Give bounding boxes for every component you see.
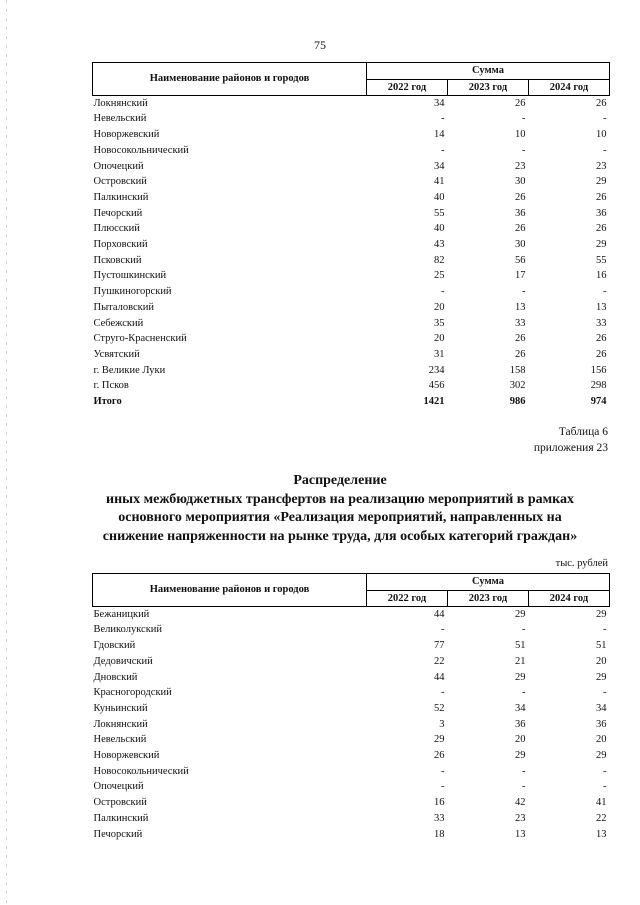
- district-name-cell: Новосокольнический: [93, 765, 189, 777]
- table-row: [93, 732, 610, 748]
- table-row: [93, 701, 610, 717]
- amount-cell: 55: [596, 254, 607, 266]
- district-name-cell: Дновский: [93, 671, 138, 683]
- amount-cell: 26: [515, 348, 526, 360]
- district-name-cell: Локнянский: [93, 718, 148, 730]
- table-row: [93, 638, 610, 654]
- amount-cell: 302: [509, 380, 526, 392]
- amount-cell: 20: [515, 734, 526, 746]
- header-year-2023: 2023 год: [448, 590, 529, 606]
- amount-cell: 33: [434, 812, 445, 824]
- amount-cell: 26: [515, 223, 526, 235]
- distribution-table-2: [92, 573, 610, 842]
- amount-cell: 16: [596, 270, 607, 282]
- district-name-cell: Великолукский: [93, 624, 163, 636]
- district-name-cell: Струго-Красненский: [93, 333, 187, 345]
- amount-cell: 41: [434, 176, 445, 188]
- amount-cell: -: [603, 286, 607, 298]
- amount-cell: -: [603, 113, 607, 125]
- table-row: [93, 378, 610, 394]
- table-row: [93, 622, 610, 638]
- amount-cell: 10: [596, 129, 607, 141]
- section-title: [60, 472, 620, 546]
- district-name-cell: Новоржевский: [93, 129, 160, 141]
- amount-cell: 156: [590, 364, 607, 376]
- district-name-cell: Локнянский: [93, 97, 148, 109]
- amount-cell: 29: [434, 734, 445, 746]
- amount-cell: 18: [434, 828, 445, 840]
- amount-cell: 35: [434, 317, 445, 329]
- district-name-cell: Гдовский: [93, 640, 136, 652]
- header-year-2022: 2022 год: [367, 79, 448, 95]
- amount-cell: 42: [515, 797, 526, 809]
- title-line-4: снижение напряженности на рынке труда, для особых категорий граждан»: [102, 528, 578, 544]
- amount-cell: 31: [434, 348, 445, 360]
- amount-cell: 36: [515, 718, 526, 730]
- amount-cell: 34: [515, 702, 526, 714]
- table-row: [93, 206, 610, 222]
- amount-cell: 30: [515, 239, 526, 251]
- amount-cell: 10: [515, 129, 526, 141]
- amount-cell: 40: [434, 191, 445, 203]
- table-row: [93, 268, 610, 284]
- district-name-cell: г. Псков: [93, 380, 129, 392]
- district-name-cell: Островский: [93, 797, 147, 809]
- amount-cell: 29: [515, 608, 526, 620]
- table-row: [93, 764, 610, 780]
- amount-cell: -: [441, 687, 445, 699]
- amount-cell: -: [603, 624, 607, 636]
- amount-cell: 13: [515, 828, 526, 840]
- amount-cell: 20: [434, 301, 445, 313]
- amount-cell: 29: [515, 750, 526, 762]
- amount-cell: 20: [434, 333, 445, 345]
- amount-cell: -: [603, 144, 607, 156]
- amount-cell: 26: [596, 348, 607, 360]
- district-name-cell: Псковский: [93, 254, 142, 266]
- district-name-cell: Куньинский: [93, 702, 148, 714]
- amount-cell: -: [522, 781, 526, 793]
- amount-cell: 14: [434, 129, 445, 141]
- district-name-cell: Новоржевский: [93, 750, 160, 762]
- amount-cell: 22: [434, 655, 445, 667]
- table-row: [93, 811, 610, 827]
- distribution-table-1: [92, 62, 610, 410]
- amount-cell: -: [522, 286, 526, 298]
- amount-cell: 26: [515, 97, 526, 109]
- table-row: [93, 190, 610, 206]
- table-row: [93, 670, 610, 686]
- table-row: [93, 685, 610, 701]
- amount-cell: 55: [434, 207, 445, 219]
- table-row: [93, 316, 610, 332]
- amount-cell: -: [603, 687, 607, 699]
- district-name-cell: Усвятский: [93, 348, 140, 360]
- amount-cell: 3: [439, 718, 445, 730]
- amount-cell: 21: [515, 655, 526, 667]
- table-row: [93, 174, 610, 190]
- amount-cell: 36: [596, 718, 607, 730]
- table-row: [93, 253, 610, 269]
- table-row: [93, 221, 610, 237]
- amount-cell: 13: [596, 301, 607, 313]
- table-2-body: [93, 606, 610, 842]
- amount-cell: 1421: [423, 396, 445, 408]
- amount-cell: -: [441, 624, 445, 636]
- table-row: [93, 284, 610, 300]
- district-name-cell: Невельский: [93, 113, 147, 125]
- amount-cell: 29: [596, 608, 607, 620]
- amount-cell: 29: [596, 239, 607, 251]
- table-row: [93, 654, 610, 670]
- amount-cell: 23: [515, 160, 526, 172]
- amount-cell: 26: [434, 750, 445, 762]
- amount-cell: 23: [596, 160, 607, 172]
- amount-cell: 26: [515, 333, 526, 345]
- amount-cell: 25: [434, 270, 445, 282]
- amount-cell: 298: [590, 380, 607, 392]
- header-year-2024: 2024 год: [529, 79, 610, 95]
- amount-cell: 456: [428, 380, 445, 392]
- scan-edge-artifact: [6, 0, 7, 905]
- table-1-body: [93, 95, 610, 410]
- district-name-cell: Пыталовский: [93, 301, 154, 313]
- amount-cell: -: [441, 144, 445, 156]
- amount-cell: 44: [434, 608, 445, 620]
- amount-cell: 17: [515, 270, 526, 282]
- amount-cell: -: [603, 765, 607, 777]
- amount-cell: -: [441, 286, 445, 298]
- district-name-cell: Палкинский: [93, 812, 149, 824]
- district-name-cell: Опочецкий: [93, 781, 144, 793]
- header-sum: Сумма: [367, 574, 610, 591]
- district-name-cell: Дедовичский: [93, 655, 153, 667]
- table-row: [93, 111, 610, 127]
- amount-cell: -: [522, 113, 526, 125]
- amount-cell: -: [522, 765, 526, 777]
- amount-cell: -: [603, 781, 607, 793]
- table-total-row: [93, 394, 610, 410]
- amount-cell: 52: [434, 702, 445, 714]
- header-name-column: Наименование районов и городов: [93, 63, 367, 96]
- table-row: [93, 300, 610, 316]
- amount-cell: 26: [596, 223, 607, 235]
- table-row: [93, 795, 610, 811]
- amount-cell: 234: [428, 364, 445, 376]
- appendix-reference: приложения 23: [533, 442, 608, 454]
- table-row: [93, 827, 610, 843]
- table-row: [93, 331, 610, 347]
- district-name-cell: Опочецкий: [93, 160, 144, 172]
- amount-cell: 34: [596, 702, 607, 714]
- table-row: [93, 717, 610, 733]
- table-row: [93, 159, 610, 175]
- table-row: [93, 95, 610, 111]
- amount-cell: 51: [596, 640, 607, 652]
- district-name-cell: Бежаницкий: [93, 608, 150, 620]
- district-name-cell: Пушкиногорский: [93, 286, 172, 298]
- table-row: [93, 347, 610, 363]
- amount-cell: -: [441, 765, 445, 777]
- amount-cell: -: [522, 687, 526, 699]
- table-row: [93, 237, 610, 253]
- table-row: [93, 606, 610, 622]
- amount-cell: 23: [515, 812, 526, 824]
- amount-cell: 29: [596, 671, 607, 683]
- amount-cell: 29: [515, 671, 526, 683]
- amount-cell: 40: [434, 223, 445, 235]
- amount-cell: -: [441, 113, 445, 125]
- amount-cell: 44: [434, 671, 445, 683]
- amount-cell: 34: [434, 160, 445, 172]
- amount-cell: 20: [596, 655, 607, 667]
- amount-cell: 13: [515, 301, 526, 313]
- table-row: [93, 127, 610, 143]
- amount-cell: 13: [596, 828, 607, 840]
- amount-cell: -: [522, 624, 526, 636]
- amount-cell: -: [441, 781, 445, 793]
- table-row: [93, 748, 610, 764]
- district-name-cell: г. Великие Луки: [93, 364, 166, 376]
- district-name-cell: Пустошкинский: [93, 270, 167, 282]
- page-number: 75: [314, 38, 326, 52]
- district-name-cell: Печорский: [93, 207, 143, 219]
- district-name-cell: Порховский: [93, 239, 148, 251]
- amount-cell: 29: [596, 750, 607, 762]
- amount-cell: 26: [515, 191, 526, 203]
- title-line-1: Распределение: [293, 473, 387, 488]
- amount-cell: 29: [596, 176, 607, 188]
- header-year-2022: 2022 год: [367, 590, 448, 606]
- table-row: [93, 363, 610, 379]
- amount-cell: 77: [434, 640, 445, 652]
- district-name-cell: Палкинский: [93, 191, 149, 203]
- amount-cell: 36: [515, 207, 526, 219]
- district-name-cell: Островский: [93, 176, 147, 188]
- amount-cell: 36: [596, 207, 607, 219]
- table-row: [93, 143, 610, 159]
- district-name-cell: Печорский: [93, 828, 143, 840]
- header-year-2023: 2023 год: [448, 79, 529, 95]
- amount-cell: 82: [434, 254, 445, 266]
- amount-cell: 158: [509, 364, 526, 376]
- district-name-cell: Себежский: [93, 317, 144, 329]
- district-name-cell: Новосокольнический: [93, 144, 189, 156]
- district-name-cell: Красногородский: [93, 687, 172, 699]
- title-line-2: иных межбюджетных трансфертов на реализацию мероприятий в рамках: [106, 491, 574, 507]
- district-name-cell: Итого: [93, 396, 122, 408]
- table-number: Таблица 6: [558, 426, 608, 438]
- amount-cell: 34: [434, 97, 445, 109]
- amount-cell: 43: [434, 239, 445, 251]
- header-year-2024: 2024 год: [529, 590, 610, 606]
- district-name-cell: Плюсский: [93, 223, 140, 235]
- amount-cell: 41: [596, 797, 607, 809]
- amount-cell: 26: [596, 333, 607, 345]
- district-name-cell: Невельский: [93, 734, 147, 746]
- amount-cell: 30: [515, 176, 526, 188]
- header-name-column: Наименование районов и городов: [93, 574, 367, 607]
- amount-cell: 26: [596, 97, 607, 109]
- amount-cell: 51: [515, 640, 526, 652]
- amount-cell: 22: [596, 812, 607, 824]
- amount-cell: -: [522, 144, 526, 156]
- amount-cell: 986: [509, 396, 526, 408]
- amount-cell: 26: [596, 191, 607, 203]
- amount-cell: 56: [515, 254, 526, 266]
- units-label: тыс. рублей: [555, 558, 608, 569]
- table-label: [534, 424, 608, 456]
- title-line-3: основного мероприятия «Реализация мероприятий, направленных на: [118, 510, 562, 525]
- amount-cell: 33: [596, 317, 607, 329]
- amount-cell: 33: [515, 317, 526, 329]
- amount-cell: 20: [596, 734, 607, 746]
- amount-cell: 974: [590, 396, 607, 408]
- header-sum: Сумма: [367, 63, 610, 80]
- amount-cell: 16: [434, 797, 445, 809]
- table-row: [93, 779, 610, 795]
